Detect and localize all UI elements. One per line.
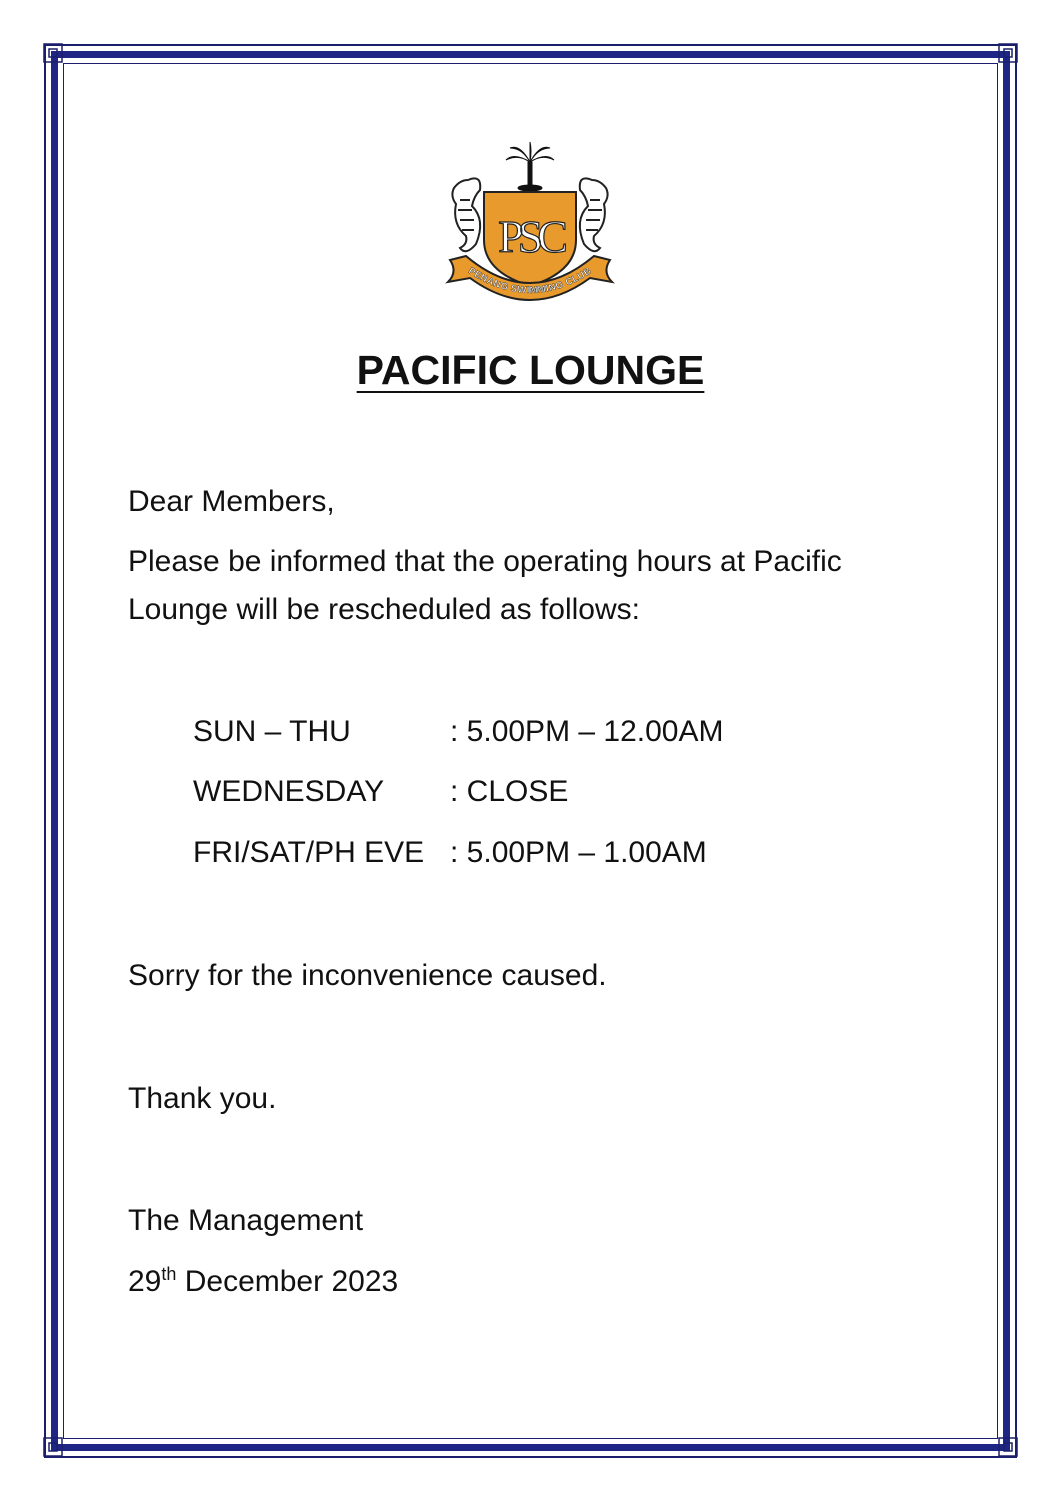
schedule-day: WEDNESDAY <box>193 775 385 808</box>
club-crest-logo <box>430 140 630 315</box>
corner-ornament-icon <box>42 1436 64 1458</box>
date-suffix: th <box>161 1264 177 1284</box>
schedule-day: FRI/SAT/PH EVE <box>193 836 425 869</box>
date-day: 29 <box>128 1265 162 1298</box>
schedule-time: : CLOSE <box>450 775 569 808</box>
corner-ornament-icon <box>42 42 64 64</box>
apology-line: Sorry for the inconvenience caused. <box>128 959 607 992</box>
page-title-text: PACIFIC LOUNGE <box>356 347 705 393</box>
palm-tree-icon <box>506 142 554 191</box>
notice-date <box>128 1263 398 1301</box>
signature: The Management <box>128 1204 364 1237</box>
date-rest: December 2023 <box>176 1265 399 1298</box>
crest-ribbon-text: PENANG SWIMMING CLUB <box>466 265 594 297</box>
schedule-day: SUN – THU <box>193 715 351 748</box>
schedule-time: : 5.00PM – 1.00AM <box>450 836 707 869</box>
seahorse-left-icon <box>452 178 480 251</box>
schedule-time: : 5.00PM – 12.00AM <box>450 715 724 748</box>
corner-ornament-icon <box>997 1436 1019 1458</box>
page-title <box>0 344 1061 396</box>
salutation: Dear Members, <box>128 485 335 518</box>
body-line-2: Lounge will be rescheduled as follows: <box>128 593 640 626</box>
thanks-line: Thank you. <box>128 1082 277 1115</box>
body-line-1: Please be informed that the operating hours at Pacific <box>128 545 842 578</box>
seahorse-right-icon <box>580 178 608 251</box>
crest-initials: PSC <box>498 211 562 262</box>
corner-ornament-icon <box>997 42 1019 64</box>
